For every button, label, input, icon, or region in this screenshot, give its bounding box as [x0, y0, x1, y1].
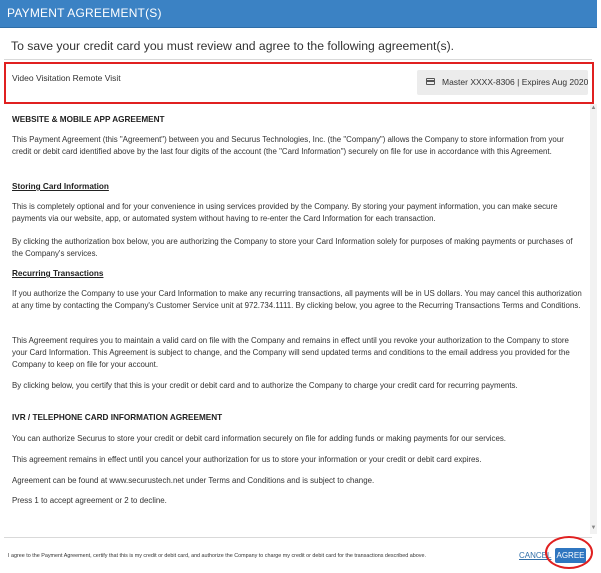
scroll-up-icon[interactable]: ▲: [590, 105, 597, 111]
agreement-paragraph: This Agreement requires you to maintain a valid card on file with the Company and remains in effect until you revoke your authorization to the Company to store your Card Information. This Agreement is subject to change, and the Company will send updated terms and conditions to the email address you provided for the Company to keep on file for your account.: [12, 336, 570, 369]
storing-card-heading: Storing Card Information: [12, 182, 109, 191]
consent-text: I agree to the Payment Agreement, certify that this is my credit or debit card, and authorize the Company to charge my credit or debit card for the transactions described above.: [8, 553, 426, 559]
agreement-paragraph: Agreement can be found at www.securustech.net under Terms and Conditions and is subject to change.: [12, 476, 375, 485]
dialog-header: [0, 0, 597, 28]
divider: [4, 59, 592, 60]
divider: [4, 537, 592, 538]
agreement-paragraph: By clicking the authorization box below, you are authorizing the Company to store your Card Information solely for purposes of making payments or purchases of the Company's services.: [12, 237, 573, 258]
card-description: Master XXXX-8306 | Expires Aug 2020: [442, 77, 589, 87]
agreement-paragraph: This agreement remains in effect until you cancel your authorization for us to store your information or your credit or debit card expires.: [12, 455, 482, 464]
agree-button[interactable]: AGREE: [555, 548, 586, 563]
agreement-text-panel[interactable]: [4, 104, 590, 534]
agreement-paragraph: If you authorize the Company to use your Card Information to make any recurring transactions, all payments will be in US dollars. You may cancel this authorization at any time by contacting the Company's Customer Service unit at 972.734.1111. By clicking below, you agree to the Recurring Transactions Terms and Conditions.: [12, 289, 582, 310]
dialog-title: PAYMENT AGREEMENT(S): [7, 6, 162, 20]
cancel-link[interactable]: CANCEL: [519, 551, 552, 560]
agreement-paragraph: This Payment Agreement (this "Agreement") between you and Securus Technologies, Inc. (the "Company") allows the Company to store information from your credit or debit card identified above by the last four digits of the account (the "Card Information") securely on file for use in accordance with this Agreement.: [12, 135, 564, 156]
agreement-paragraph: You can authorize Securus to store your credit or debit card information securely on file for adding funds or making payments for our services.: [12, 434, 507, 443]
agreement-paragraph: Press 1 to accept agreement or 2 to decline.: [12, 496, 167, 505]
saved-card-row: [4, 62, 594, 104]
card-summary: [417, 70, 588, 95]
scroll-down-icon[interactable]: ▼: [590, 525, 597, 531]
website-agreement-heading: WEBSITE & MOBILE APP AGREEMENT: [12, 115, 165, 124]
intro-text: To save your credit card you must review and agree to the following agreement(s).: [11, 39, 455, 53]
agreement-paragraph: This is completely optional and for your convenience in using services provided by the Company. By storing your payment information, you can make secure payments via our website, app, or automated system without having to re-enter the Card Information for each transaction.: [12, 202, 558, 223]
agreement-paragraph: By clicking below, you certify that this is your credit or debit card and to authorize the Company to charge your credit card for recurring payments.: [12, 381, 518, 390]
credit-card-icon: [426, 78, 435, 85]
service-label: Video Visitation Remote Visit: [12, 73, 121, 83]
recurring-transactions-heading: Recurring Transactions: [12, 269, 104, 278]
ivr-agreement-heading: IVR / TELEPHONE CARD INFORMATION AGREEMENT: [12, 413, 223, 422]
vertical-scrollbar[interactable]: [590, 104, 597, 534]
